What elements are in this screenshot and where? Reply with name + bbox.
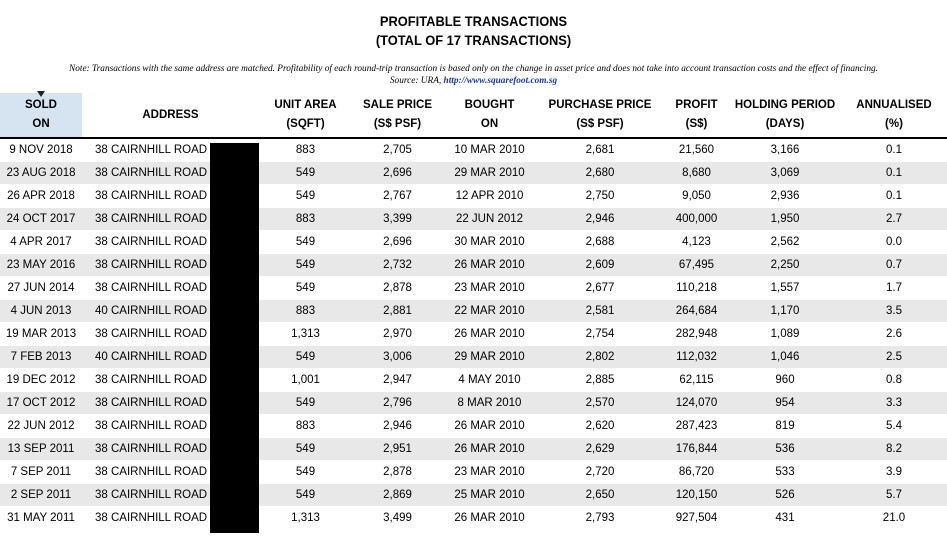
header-line-2: (S$) [685, 118, 708, 130]
cell-profit: 86,720 [664, 461, 729, 484]
cell-address: 38 CAIRNHILL ROAD [82, 438, 259, 461]
cell-holding-period: 3,166 [729, 138, 841, 162]
cell-profit: 120,150 [664, 484, 729, 507]
cell-annualised: 5.7 [841, 484, 947, 507]
cell-holding-period: 2,936 [729, 185, 841, 208]
header-line-2: (S$ PSF) [373, 118, 422, 130]
cell-sale-price: 3,399 [352, 208, 443, 231]
cell-bought-on: 29 MAR 2010 [443, 346, 536, 369]
cell-purchase-price: 2,620 [536, 415, 664, 438]
cell-holding-period: 2,562 [729, 231, 841, 254]
cell-address: 40 CAIRNHILL ROAD [82, 300, 259, 323]
cell-annualised: 0.1 [841, 162, 947, 185]
page-title: PROFITABLE TRANSACTIONS [379, 13, 568, 29]
cell-profit: 112,032 [664, 346, 729, 369]
cell-holding-period: 954 [729, 392, 841, 415]
source-link[interactable]: http://www.squarefoot.com.sg [443, 76, 558, 86]
cell-address: 38 CAIRNHILL ROAD [82, 277, 259, 300]
cell-profit: 21,560 [664, 138, 729, 162]
table-row [0, 323, 947, 346]
header-line-1: SALE PRICE [362, 99, 432, 111]
cell-sale-price: 2,869 [352, 484, 443, 507]
cell-profit: 124,070 [664, 392, 729, 415]
table-row [0, 254, 947, 277]
cell-annualised: 0.1 [841, 138, 947, 162]
cell-profit: 62,115 [664, 369, 729, 392]
cell-purchase-price: 2,677 [536, 277, 664, 300]
cell-holding-period: 3,069 [729, 162, 841, 185]
cell-holding-period: 536 [729, 438, 841, 461]
cell-holding-period: 1,557 [729, 277, 841, 300]
cell-annualised: 5.4 [841, 415, 947, 438]
cell-profit: 282,948 [664, 323, 729, 346]
note-block [0, 63, 947, 87]
cell-sale-price: 2,796 [352, 392, 443, 415]
cell-purchase-price: 2,609 [536, 254, 664, 277]
column-header-sold-on[interactable] [0, 93, 82, 138]
column-header-annualised[interactable] [841, 93, 947, 138]
cell-address: 38 CAIRNHILL ROAD [82, 185, 259, 208]
header-row [0, 93, 947, 138]
table-row [0, 346, 947, 369]
cell-purchase-price: 2,750 [536, 185, 664, 208]
cell-holding-period: 1,046 [729, 346, 841, 369]
cell-annualised: 2.7 [841, 208, 947, 231]
cell-sale-price: 2,878 [352, 461, 443, 484]
cell-sold-on: 23 AUG 2018 [0, 162, 82, 185]
column-header-purchase-price[interactable] [536, 93, 664, 138]
cell-unit-area: 549 [259, 392, 352, 415]
cell-annualised: 2.6 [841, 323, 947, 346]
cell-bought-on: 30 MAR 2010 [443, 231, 536, 254]
table-row [0, 507, 947, 530]
cell-purchase-price: 2,720 [536, 461, 664, 484]
cell-sold-on: 9 NOV 2018 [0, 138, 82, 162]
cell-sold-on: 2 SEP 2011 [0, 484, 82, 507]
cell-unit-area: 549 [259, 277, 352, 300]
cell-purchase-price: 2,754 [536, 323, 664, 346]
cell-sold-on: 17 OCT 2012 [0, 392, 82, 415]
header-line-2: (SQFT) [286, 118, 325, 130]
cell-sold-on: 19 DEC 2012 [0, 369, 82, 392]
cell-profit: 9,050 [664, 185, 729, 208]
cell-unit-area: 883 [259, 415, 352, 438]
cell-profit: 110,218 [664, 277, 729, 300]
cell-profit: 4,123 [664, 231, 729, 254]
cell-sale-price: 2,696 [352, 231, 443, 254]
cell-bought-on: 26 MAR 2010 [443, 415, 536, 438]
cell-address: 38 CAIRNHILL ROAD [82, 162, 259, 185]
cell-address: 38 CAIRNHILL ROAD [82, 369, 259, 392]
table-row [0, 231, 947, 254]
cell-purchase-price: 2,650 [536, 484, 664, 507]
cell-sold-on: 13 SEP 2011 [0, 438, 82, 461]
cell-annualised: 8.2 [841, 438, 947, 461]
cell-bought-on: 26 MAR 2010 [443, 438, 536, 461]
header-line-2: ON [480, 118, 499, 130]
cell-sold-on: 22 JUN 2012 [0, 415, 82, 438]
header-line-1: SOLD [25, 99, 57, 111]
cell-bought-on: 12 APR 2010 [443, 185, 536, 208]
cell-unit-area: 883 [259, 208, 352, 231]
cell-unit-area: 549 [259, 231, 352, 254]
cell-sold-on: 19 MAR 2013 [0, 323, 82, 346]
cell-sale-price: 2,732 [352, 254, 443, 277]
cell-unit-area: 549 [259, 185, 352, 208]
cell-unit-area: 883 [259, 300, 352, 323]
cell-purchase-price: 2,688 [536, 231, 664, 254]
source-line [0, 75, 947, 87]
cell-bought-on: 26 MAR 2010 [443, 323, 536, 346]
cell-purchase-price: 2,681 [536, 138, 664, 162]
header-line-2: (S$ PSF) [576, 118, 624, 130]
table-row [0, 415, 947, 438]
cell-address: 40 CAIRNHILL ROAD [82, 346, 259, 369]
cell-purchase-price: 2,581 [536, 300, 664, 323]
column-header-holding-period[interactable] [729, 93, 841, 138]
cell-bought-on: 25 MAR 2010 [443, 484, 536, 507]
cell-annualised: 3.9 [841, 461, 947, 484]
header-line-2: (DAYS) [765, 118, 805, 130]
cell-profit: 8,680 [664, 162, 729, 185]
cell-holding-period: 1,089 [729, 323, 841, 346]
table-row [0, 138, 947, 162]
cell-purchase-price: 2,570 [536, 392, 664, 415]
cell-address: 38 CAIRNHILL ROAD [82, 254, 259, 277]
cell-purchase-price: 2,885 [536, 369, 664, 392]
page-subtitle: (TOTAL OF 17 TRANSACTIONS) [375, 32, 572, 48]
cell-purchase-price: 2,793 [536, 507, 664, 530]
cell-bought-on: 26 MAR 2010 [443, 254, 536, 277]
cell-sale-price: 2,947 [352, 369, 443, 392]
cell-bought-on: 22 MAR 2010 [443, 300, 536, 323]
cell-address: 38 CAIRNHILL ROAD [82, 415, 259, 438]
column-header-sale-price[interactable] [352, 93, 443, 138]
cell-holding-period: 819 [729, 415, 841, 438]
cell-unit-area: 549 [259, 438, 352, 461]
cell-address: 38 CAIRNHILL ROAD [82, 208, 259, 231]
cell-profit: 400,000 [664, 208, 729, 231]
cell-bought-on: 22 JUN 2012 [443, 208, 536, 231]
cell-profit: 927,504 [664, 507, 729, 530]
cell-unit-area: 549 [259, 484, 352, 507]
cell-sale-price: 2,767 [352, 185, 443, 208]
column-header-bought-on[interactable] [443, 93, 536, 138]
cell-sold-on: 7 SEP 2011 [0, 461, 82, 484]
cell-annualised: 0.7 [841, 254, 947, 277]
cell-unit-area: 549 [259, 162, 352, 185]
cell-sold-on: 4 JUN 2013 [0, 300, 82, 323]
table-body [0, 138, 947, 530]
cell-address: 38 CAIRNHILL ROAD [82, 507, 259, 530]
table-row [0, 484, 947, 507]
sort-descending-icon [37, 91, 45, 97]
table-row [0, 162, 947, 185]
cell-bought-on: 29 MAR 2010 [443, 162, 536, 185]
cell-sale-price: 2,696 [352, 162, 443, 185]
cell-annualised: 2.5 [841, 346, 947, 369]
column-header-profit[interactable] [664, 93, 729, 138]
table-row [0, 369, 947, 392]
cell-unit-area: 549 [259, 346, 352, 369]
cell-sale-price: 3,499 [352, 507, 443, 530]
address-redaction-block [210, 143, 259, 533]
table-row [0, 300, 947, 323]
header-line-1: BOUGHT [464, 99, 515, 111]
cell-annualised: 0.0 [841, 231, 947, 254]
cell-bought-on: 23 MAR 2010 [443, 461, 536, 484]
cell-holding-period: 960 [729, 369, 841, 392]
cell-sale-price: 2,946 [352, 415, 443, 438]
header-line-1: UNIT AREA [274, 99, 337, 111]
header-line-2: ON [32, 118, 50, 130]
table-row [0, 185, 947, 208]
cell-holding-period: 533 [729, 461, 841, 484]
cell-unit-area: 1,313 [259, 507, 352, 530]
cell-sold-on: 24 OCT 2017 [0, 208, 82, 231]
cell-sold-on: 27 JUN 2014 [0, 277, 82, 300]
cell-profit: 264,684 [664, 300, 729, 323]
cell-sold-on: 31 MAY 2011 [0, 507, 82, 530]
header-line-1: ANNUALISED [856, 99, 932, 111]
cell-sale-price: 2,705 [352, 138, 443, 162]
cell-purchase-price: 2,802 [536, 346, 664, 369]
cell-annualised: 0.1 [841, 185, 947, 208]
cell-holding-period: 526 [729, 484, 841, 507]
cell-holding-period: 1,170 [729, 300, 841, 323]
header-line-2: (%) [885, 118, 903, 130]
cell-sale-price: 2,970 [352, 323, 443, 346]
source-prefix: Source: URA, [389, 76, 442, 86]
cell-holding-period: 431 [729, 507, 841, 530]
cell-sold-on: 7 FEB 2013 [0, 346, 82, 369]
table-row [0, 438, 947, 461]
note-text: Note: Transactions with the same address are matched. Profitability of each round-trip transaction is based only on the change in asset price and does not take into account transaction costs and the effect of financing. [69, 64, 878, 74]
cell-address: 38 CAIRNHILL ROAD [82, 461, 259, 484]
cell-address: 38 CAIRNHILL ROAD [82, 484, 259, 507]
cell-sale-price: 2,951 [352, 438, 443, 461]
table-row [0, 392, 947, 415]
table-row [0, 208, 947, 231]
cell-unit-area: 549 [259, 254, 352, 277]
cell-bought-on: 26 MAR 2010 [443, 507, 536, 530]
cell-purchase-price: 2,629 [536, 438, 664, 461]
cell-annualised: 3.5 [841, 300, 947, 323]
header-line-1: HOLDING PERIOD [734, 99, 836, 111]
column-header-address[interactable] [82, 93, 259, 138]
cell-annualised: 3.3 [841, 392, 947, 415]
cell-profit: 287,423 [664, 415, 729, 438]
cell-unit-area: 1,001 [259, 369, 352, 392]
column-header-unit-area[interactable] [259, 93, 352, 138]
cell-sold-on: 23 MAY 2016 [0, 254, 82, 277]
table-row [0, 277, 947, 300]
cell-unit-area: 549 [259, 461, 352, 484]
cell-profit: 67,495 [664, 254, 729, 277]
cell-holding-period: 1,950 [729, 208, 841, 231]
cell-annualised: 1.7 [841, 277, 947, 300]
transactions-table [0, 93, 947, 530]
cell-address: 38 CAIRNHILL ROAD [82, 392, 259, 415]
table-row [0, 461, 947, 484]
cell-unit-area: 1,313 [259, 323, 352, 346]
cell-purchase-price: 2,680 [536, 162, 664, 185]
cell-bought-on: 4 MAY 2010 [443, 369, 536, 392]
header-line-1: ADDRESS [142, 108, 199, 121]
cell-purchase-price: 2,946 [536, 208, 664, 231]
cell-sale-price: 3,006 [352, 346, 443, 369]
cell-profit: 176,844 [664, 438, 729, 461]
cell-annualised: 21.0 [841, 507, 947, 530]
cell-address: 38 CAIRNHILL ROAD [82, 323, 259, 346]
header-line-1: PROFIT [675, 99, 718, 111]
cell-unit-area: 883 [259, 138, 352, 162]
cell-sale-price: 2,881 [352, 300, 443, 323]
cell-sold-on: 4 APR 2017 [0, 231, 82, 254]
header-line-1: PURCHASE PRICE [548, 99, 652, 111]
cell-sold-on: 26 APR 2018 [0, 185, 82, 208]
cell-bought-on: 23 MAR 2010 [443, 277, 536, 300]
cell-annualised: 0.8 [841, 369, 947, 392]
cell-holding-period: 2,250 [729, 254, 841, 277]
cell-bought-on: 8 MAR 2010 [443, 392, 536, 415]
cell-address: 38 CAIRNHILL ROAD [82, 231, 259, 254]
cell-sale-price: 2,878 [352, 277, 443, 300]
cell-bought-on: 10 MAR 2010 [443, 138, 536, 162]
cell-address: 38 CAIRNHILL ROAD [82, 138, 259, 162]
